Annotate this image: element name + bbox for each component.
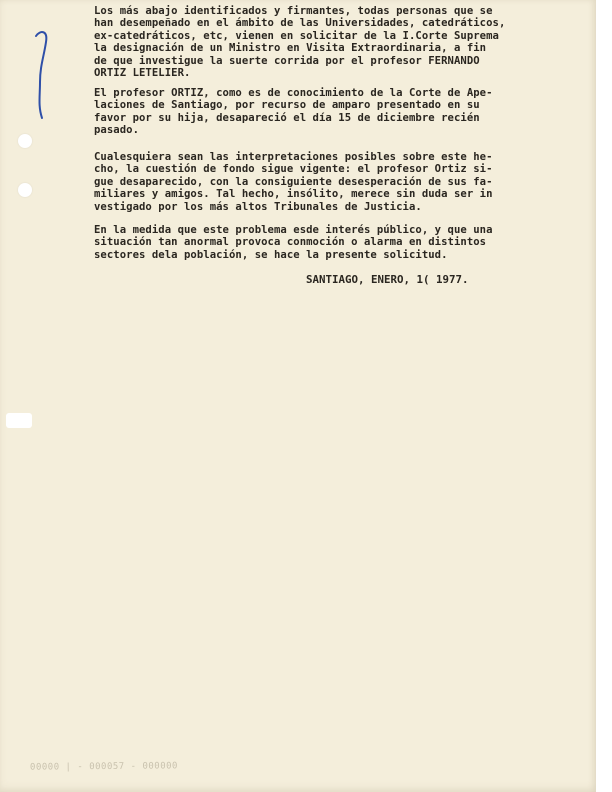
- text-line: situación tan anormal provoca conmoción o alarma en distintos: [94, 236, 487, 249]
- text-line: En la medida que este problema esde interés público, y que una: [94, 224, 493, 236]
- page-edge: [596, 0, 612, 792]
- text-line: miliares y amigos. Tal hecho, insólito, merece sin duda ser in: [94, 188, 493, 201]
- text-line: han desempeñado en el ámbito de las Universidades, catedráticos,: [94, 17, 506, 30]
- text-line: sectores dela población, se hace la presente solicitud.: [94, 248, 448, 261]
- handwritten-margin-mark: [26, 26, 56, 122]
- text-line: Cualesquiera sean las interpretaciones posibles sobre este he-: [94, 151, 493, 163]
- text-line: El profesor ORTIZ, como es de conocimiento de la Corte de Ape-: [94, 87, 493, 99]
- text-line: cho, la cuestión de fondo sigue vigente: el profesor Ortiz si-: [94, 163, 493, 176]
- paragraph-public-interest: [94, 224, 542, 261]
- text-line: ORTIZ LETELIER.: [94, 67, 191, 80]
- paragraph-request: [94, 5, 542, 79]
- text-line: laciones de Santiago, por recurso de amparo presentado en su: [94, 99, 480, 112]
- text-line: vestigado por los más altos Tribunales de Justicia.: [94, 200, 422, 213]
- footer-stamp: 00000 | - 000057 - 000000: [29, 761, 179, 773]
- text-line: gue desaparecido, con la consiguiente desesperación de sus fa-: [94, 175, 493, 188]
- text-line: de que investigue la suerte corrida por el profesor FERNANDO: [94, 54, 480, 67]
- punch-hole-middle: [18, 183, 32, 197]
- text-line: ex-catedráticos, etc, vienen en solicitar de la I.Corte Suprema: [94, 29, 499, 42]
- text-line: la designación de un Ministro en Visita Extraordinaria, a fin: [94, 42, 487, 55]
- punch-notch-lower: [6, 413, 32, 428]
- text-line: favor por su hija, desapareció el día 15 de diciembre recién: [94, 111, 480, 124]
- text-line: pasado.: [94, 124, 139, 137]
- paragraph-disappearance: [94, 87, 542, 137]
- date-line: SANTIAGO, ENERO, 1( 1977.: [306, 273, 469, 286]
- paragraph-interpretations: [94, 151, 542, 213]
- punch-hole-top: [18, 134, 32, 148]
- text-line: Los más abajo identificados y firmantes, todas personas que se: [94, 5, 493, 17]
